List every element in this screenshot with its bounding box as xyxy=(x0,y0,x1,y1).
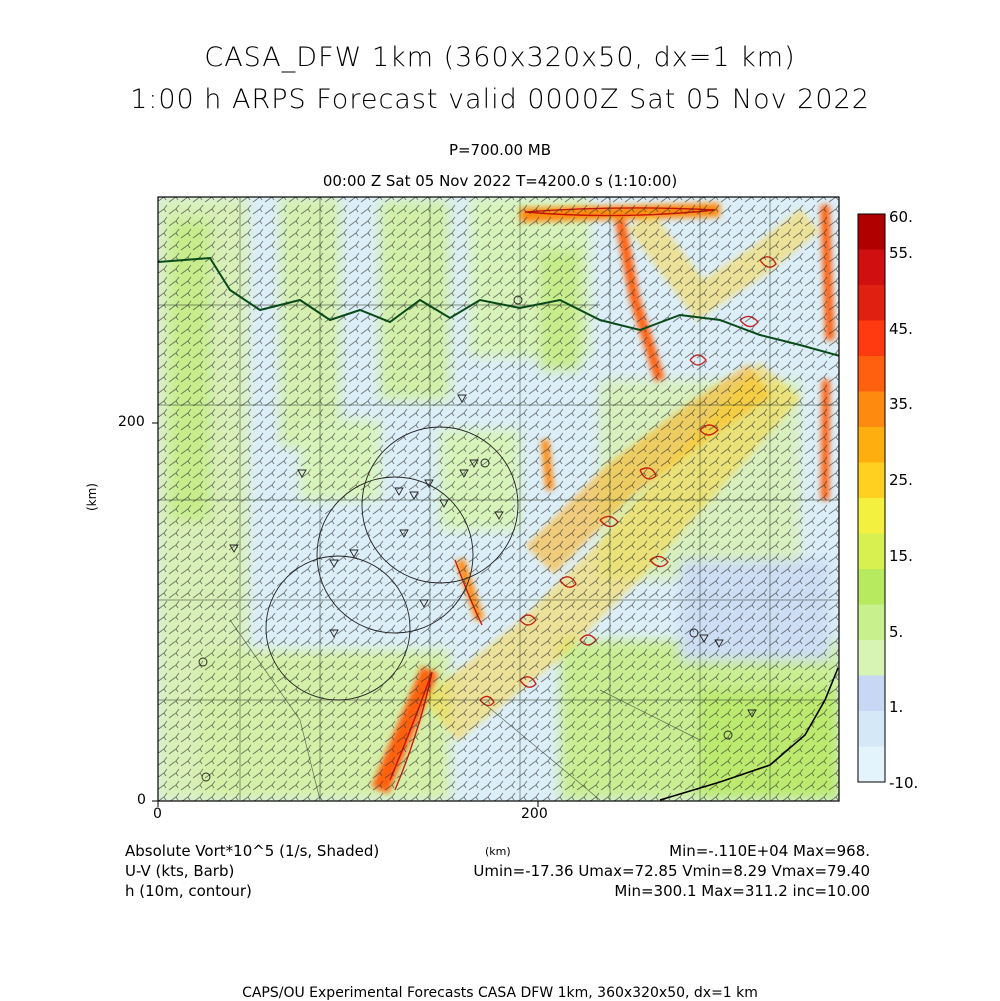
colorbar xyxy=(858,214,885,783)
title-line-1: CASA_DFW 1km (360x320x50, dx=1 km) xyxy=(204,42,796,73)
legend-field2: U-V (kts, Barb) xyxy=(125,862,235,880)
colorbar-swatch xyxy=(858,640,885,676)
legend-field2-stats: Umin=-17.36 Umax=72.85 Vmin=8.29 Vmax=79.40 xyxy=(473,862,870,880)
colorbar-swatch xyxy=(858,676,885,712)
legend-field1: Absolute Vort*10^5 (1/s, Shaded) xyxy=(125,842,380,860)
title-line-2: 1:00 h ARPS Forecast valid 0000Z Sat 05 Nov 2022 xyxy=(130,84,870,115)
x-tick-200: 200 xyxy=(521,806,548,822)
x-axis-unit: (km) xyxy=(485,845,511,858)
colorbar-swatch xyxy=(858,392,885,428)
legend-field1-stats: Min=-.110E+04 Max=968. xyxy=(669,842,870,860)
colorbar-swatch xyxy=(858,747,885,783)
y-tick-0: 0 xyxy=(137,792,146,808)
colorbar-swatch xyxy=(858,463,885,499)
colorbar-label: 15. xyxy=(889,547,913,565)
colorbar-swatch xyxy=(858,250,885,286)
footer: CAPS/OU Experimental Forecasts CASA DFW 1km, 360x320x50, dx=1 km xyxy=(242,985,758,1001)
colorbar-swatch xyxy=(858,356,885,392)
colorbar-swatch xyxy=(858,427,885,463)
colorbar-swatch xyxy=(858,711,885,747)
colorbar-label: 45. xyxy=(889,320,913,338)
colorbar-swatch xyxy=(858,321,885,357)
y-axis-unit: (km) xyxy=(85,482,100,512)
pressure-level: P=700.00 MB xyxy=(448,141,552,159)
colorbar-swatch xyxy=(858,569,885,605)
colorbar-label: 1. xyxy=(889,698,904,716)
valid-time: 00:00 Z Sat 05 Nov 2022 T=4200.0 s (1:10:00) xyxy=(322,172,678,190)
colorbar-swatch xyxy=(858,534,885,570)
colorbar-label: 35. xyxy=(889,395,913,413)
map-field xyxy=(158,197,840,801)
colorbar-label: -10. xyxy=(889,774,919,792)
x-tick-0: 0 xyxy=(153,806,162,822)
colorbar-label: 25. xyxy=(889,471,913,489)
colorbar-label: 5. xyxy=(889,623,904,641)
legend-field3-stats: Min=300.1 Max=311.2 inc=10.00 xyxy=(614,882,870,900)
colorbar-label: 60. xyxy=(889,208,913,226)
colorbar-swatch xyxy=(858,285,885,321)
colorbar-label: 55. xyxy=(889,244,913,262)
y-tick-200: 200 xyxy=(118,414,145,430)
colorbar-swatch xyxy=(858,498,885,534)
colorbar-swatch xyxy=(858,605,885,641)
colorbar-swatch xyxy=(858,214,885,250)
legend-field3: h (10m, contour) xyxy=(125,882,252,900)
